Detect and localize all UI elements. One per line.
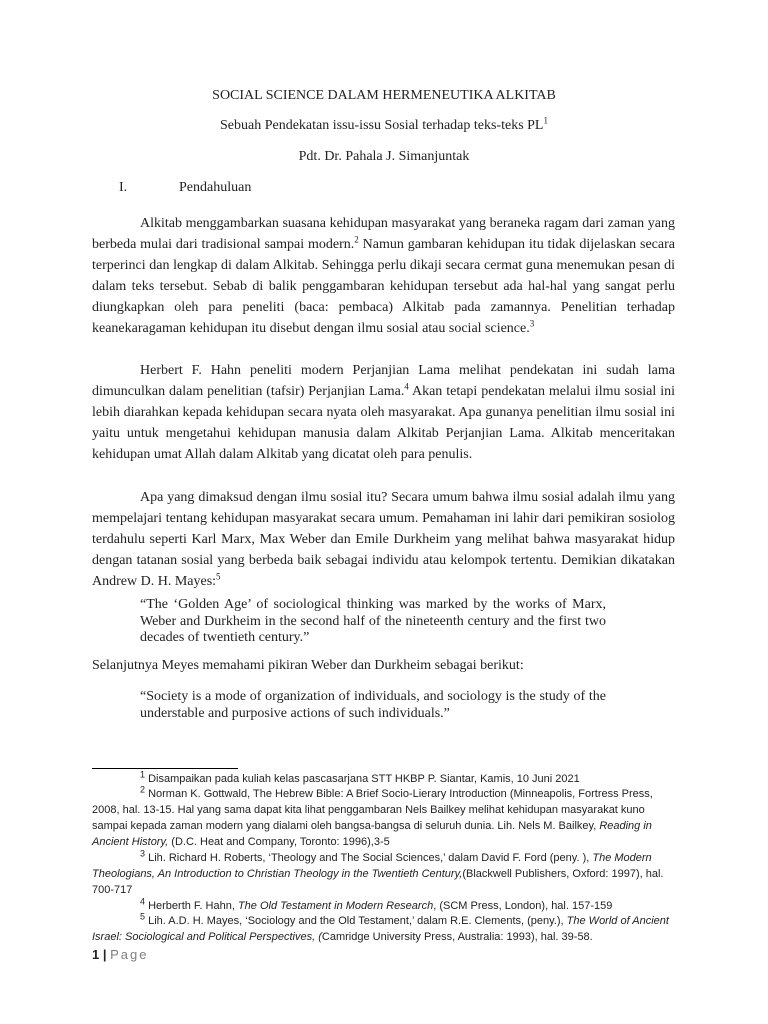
footnote-3-italic: The Modern Theologians, An Introduction to Christian Theology in the Twentieth Century, bbox=[92, 852, 652, 880]
footnote-4-italic: The Old Testament in Modern Research bbox=[237, 900, 434, 912]
footnote-2 bbox=[92, 786, 675, 850]
section-heading bbox=[119, 180, 251, 196]
footnote-2-marker: 2 bbox=[140, 784, 146, 795]
paragraph-2 bbox=[92, 360, 675, 465]
footnote-2-tail: (D.C. Heat and Company, Toronto: 1996),3-5 bbox=[168, 836, 390, 848]
footnote-4 bbox=[92, 898, 675, 914]
footnote-1 bbox=[92, 771, 675, 787]
footnote-ref-3[interactable]: 3 bbox=[529, 318, 535, 329]
footnote-1-marker: 1 bbox=[140, 769, 146, 780]
document-subtitle bbox=[0, 115, 768, 134]
footer-separator: | bbox=[102, 947, 107, 962]
footnote-ref-2[interactable]: 2 bbox=[354, 234, 359, 245]
block-quote-1: “The ‘Golden Age’ of sociological thinking was marked by the works of Marx, Weber and Durkheim in the second half of the nineteenth century and the first two decades of twentieth century.” bbox=[140, 597, 606, 645]
footnote-1-text: Disampaikan pada kuliah kelas pascasarjana STT HKBP P. Siantar, Kamis, 10 Juni 2021 bbox=[145, 773, 580, 785]
page-footer bbox=[92, 947, 149, 962]
footnote-4-tail: , (SCM Press, London), hal. 157-159 bbox=[433, 900, 613, 912]
footnote-5-marker: 5 bbox=[140, 911, 146, 922]
paragraph-3 bbox=[92, 487, 675, 592]
paragraph-3-text: Apa yang dimaksud dengan ilmu sosial itu? Secara umum bahwa ilmu sosial adalah ilmu yang mempelajari tentang kehidupan masyarakat secara umum. Pemahaman ini lahir dari pemikiran sosiolog terdahulu seperti Karl Marx, Max Weber dan Emile Durkheim yang melihat bahwa masyarakat hidup dengan tatanan sosial yang berbeda baik sebagai individu atau kelompok tertentu. Demikian dikatakan Andrew D. H. Mayes: bbox=[92, 490, 675, 589]
footnote-3-marker: 3 bbox=[140, 848, 146, 859]
footnote-2-text: Norman K. Gottwald, The Hebrew Bible: A Brief Socio-Lierary Introduction (Minneapolis, Fortress Press, 2008, hal. 13-15. Hal yang sama dapat kita lihat penggambaran Nels Bailkey melihat kehidupan masyarakat kuno sampai kepada zaman modern yang dialami oleh bangsa-bangsa di seluruh dunia. Lih. Nels M. Bailkey, bbox=[92, 788, 653, 832]
page-number: 1 bbox=[92, 947, 100, 962]
footnote-4-marker: 4 bbox=[140, 896, 146, 907]
footnote-3-tail: (Blackwell Publishers, Oxford: 1997), hal. 700-717 bbox=[92, 868, 664, 896]
block-quote-2: “Society is a mode of organization of individuals, and sociology is the study of the understable and purposive actions of such individuals.” bbox=[140, 689, 606, 721]
subtitle-text: Sebuah Pendekatan issu-issu Sosial terhadap teks-teks PL bbox=[219, 118, 544, 133]
footnote-5-text: Lih. A.D. H. Mayes, ‘Sociology and the Old Testament,’ dalam R.E. Clements, (peny.), bbox=[145, 915, 567, 927]
footnote-4-text: Herberth F. Hahn, bbox=[145, 900, 238, 912]
footnote-2-italic: Reading in Ancient History, bbox=[92, 820, 652, 848]
page-label: Page bbox=[110, 947, 149, 962]
paragraph-1-text-a: Alkitab menggambarkan suasana kehidupan masyarakat yang beraneka ragam dari zaman yang berbeda mulai dari tradisional sampai modern. bbox=[92, 216, 675, 252]
transition-line: Selanjutnya Meyes memahami pikiran Weber dan Durkheim sebagai berikut: bbox=[92, 658, 524, 673]
footnote-ref-4[interactable]: 4 bbox=[404, 381, 409, 392]
footnote-separator bbox=[92, 768, 238, 769]
footnote-3 bbox=[92, 850, 675, 898]
section-title: Pendahuluan bbox=[179, 180, 252, 195]
footnote-ref-5[interactable]: 5 bbox=[216, 571, 221, 582]
footnote-5-italic: The World of Ancient Israel: Sociological and Political Perspectives, ( bbox=[92, 915, 669, 943]
footnote-ref-1[interactable]: 1 bbox=[543, 115, 548, 126]
footnote-5-tail: Camridge University Press, Australia: 1993), hal. 39-58. bbox=[321, 931, 593, 943]
footnote-5 bbox=[92, 913, 675, 945]
paragraph-1 bbox=[92, 213, 675, 339]
footnote-3-text: Lih. Richard H. Roberts, ‘Theology and The Social Sciences,’ dalam David F. Ford (peny. ), bbox=[145, 852, 593, 864]
section-number: I. bbox=[119, 180, 128, 195]
paragraph-2-text-a: Herbert F. Hahn peneliti modern Perjanjian Lama melihat pendekatan ini sudah lama dimunculkan dalam penelitian (tafsir) Perjanjian Lama. bbox=[92, 363, 675, 399]
document-author: Pdt. Dr. Pahala J. Simanjuntak bbox=[298, 149, 470, 164]
paragraph-1-text-b: Namun gambaran kehidupan itu tidak dijelaskan secara terperinci dan lengkap di dalam Alkitab. Sehingga perlu dikaji secara cermat guna menemukan pesan di dalam teks tersebut. Sebab di balik penggambaran kehidupan tersebut ada hal-hal yang sangat perlu diungkapkan oleh para peneliti (baca: pembaca) Alkitab pada zamannya. Penelitian terhadap keanekaragaman kehidupan itu disebut dengan ilmu sosial atau social science. bbox=[92, 237, 675, 336]
document-title: SOCIAL SCIENCE DALAM HERMENEUTIKA ALKITAB bbox=[212, 88, 556, 103]
paragraph-2-text-b: Akan tetapi pendekatan melalui ilmu sosial ini lebih diarahkan kepada kehidupan secara nyata oleh masyarakat. Apa gunanya penelitian ilmu sosial ini yaitu untuk mengetahui kehidupan manusia dalam Alkitab Perjanjian Lama. Alkitab menceritakan kehidupan umat Allah dalam Alkitab yang dicatat oleh para penulis. bbox=[92, 384, 675, 462]
